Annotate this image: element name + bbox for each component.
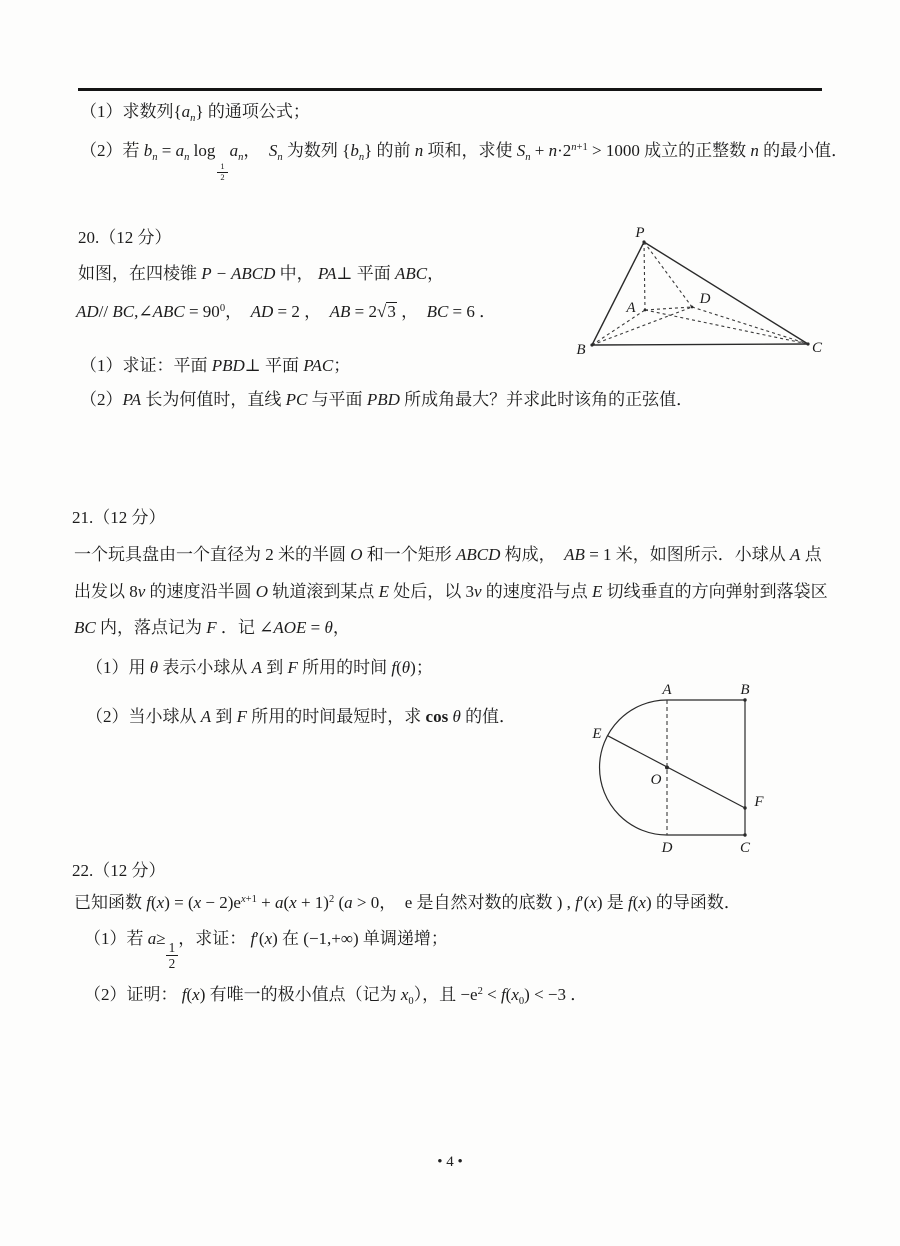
problem22-line1: 已知函数 $f(x) = (x - 2)e^{x+1} + a(x + 1)^2$ (a > 0， e 是自然对数的底数 ) , f′(x) 是 f(x) 的导函数． — [74, 893, 741, 912]
edge-PD — [644, 242, 692, 307]
problem19-part2: （2）若 $b_n = a_n$ log $\frac{1}{2}$ $a_n$， $S_n$ 为数列 $\{b_n\}$ 的前 n 项和，求使 $S_n + n\cdot 2^{n+1} > 1000$ 成立的正整数 n 的最小值． — [80, 141, 849, 182]
problem20-part1: （1）求证：平面 PBD⊥ 平面 PAC； — [80, 356, 351, 375]
problem20-header: 20.（12 分） — [78, 228, 172, 247]
disc-dots — [665, 698, 747, 836]
disc-solid-edges — [600, 700, 745, 835]
figure-pyramid — [565, 222, 845, 372]
pyramid-label-D: D — [699, 291, 711, 307]
disc-label-E: E — [592, 726, 602, 742]
problem20-part2: （2）PA 长为何值时，直线 PC 与平面 PBD 所成角最大？并求此时该角的正弦值． — [80, 390, 694, 409]
problem21-line3: BC 内，落点记为 F ．记 ∠AOE = θ， — [74, 618, 350, 637]
top-rule — [78, 88, 822, 91]
edge-PC — [644, 242, 808, 344]
semicircle-arc — [600, 700, 667, 835]
line-EF — [608, 736, 745, 808]
edge-BC — [592, 344, 808, 345]
point-O — [665, 766, 669, 770]
edge-AD — [645, 307, 692, 310]
pyramid-label-A: A — [626, 300, 636, 316]
problem20-line2: AD// BC,∠ABC = $90^0$， AD = 2 ， AB = 2√3 ， BC = 6 ． — [76, 302, 497, 321]
problem22-part1: （1）若 a≥ $\frac{1}{2}$ ，求证： f′(x) 在 (−1,+∞) 单调递增； — [84, 929, 448, 972]
edge-DC — [692, 307, 808, 344]
point-F — [743, 806, 746, 809]
figure-disc — [575, 672, 805, 867]
pyramid-label-B: B — [576, 342, 586, 358]
problem21-header: 21.（12 分） — [72, 508, 166, 527]
problem19-part1: （1）求数列$\{a_n\}$ 的通项公式； — [80, 102, 310, 124]
disc-label-C: C — [739, 840, 751, 856]
problem22-header: 22.（12 分） — [72, 861, 166, 880]
pyramid-svg — [565, 222, 845, 367]
edge-PA — [644, 242, 645, 310]
pyramid-label-P: P — [635, 225, 645, 241]
problem20-line1: 如图，在四棱锥 P − ABCD 中， PA⊥ 平面 ABC， — [78, 264, 445, 283]
disc-label-O: O — [650, 772, 662, 788]
problem21-line2: 出发以 8v 的速度沿半圆 O 轨道滚到某点 E 处后，以 3v 的速度沿与点 E 切线垂直的方向弹射到落袋区 — [74, 582, 828, 601]
page-number: • 4 • — [437, 1154, 463, 1170]
edge-PB — [592, 242, 644, 345]
disc-svg — [575, 672, 805, 862]
pyramid-label-C: C — [811, 340, 823, 356]
problem21-part1: （1）用 θ 表示小球从 A 到 F 所用的时间 f(θ)； — [86, 658, 433, 677]
disc-label-A: A — [662, 682, 672, 698]
disc-label-F: F — [754, 794, 764, 810]
disc-label-B: B — [740, 682, 750, 698]
problem21-line1: 一个玩具盘由一个直径为 2 米的半圆 O 和一个矩形 ABCD 构成， AB = 1 米，如图所示．小球从 A 点 — [74, 545, 822, 564]
edge-BD — [592, 307, 692, 345]
problem22-part2: （2）证明： f(x) 有唯一的极小值点（记为 $x_0$），且 $-e^2 < f(x_0) < -3$ ． — [84, 985, 588, 1007]
problem21-part2: （2）当小球从 A 到 F 所用的时间最短时，求 cos θ 的值． — [86, 707, 517, 726]
disc-label-D: D — [661, 840, 673, 856]
edge-AC — [645, 310, 808, 344]
